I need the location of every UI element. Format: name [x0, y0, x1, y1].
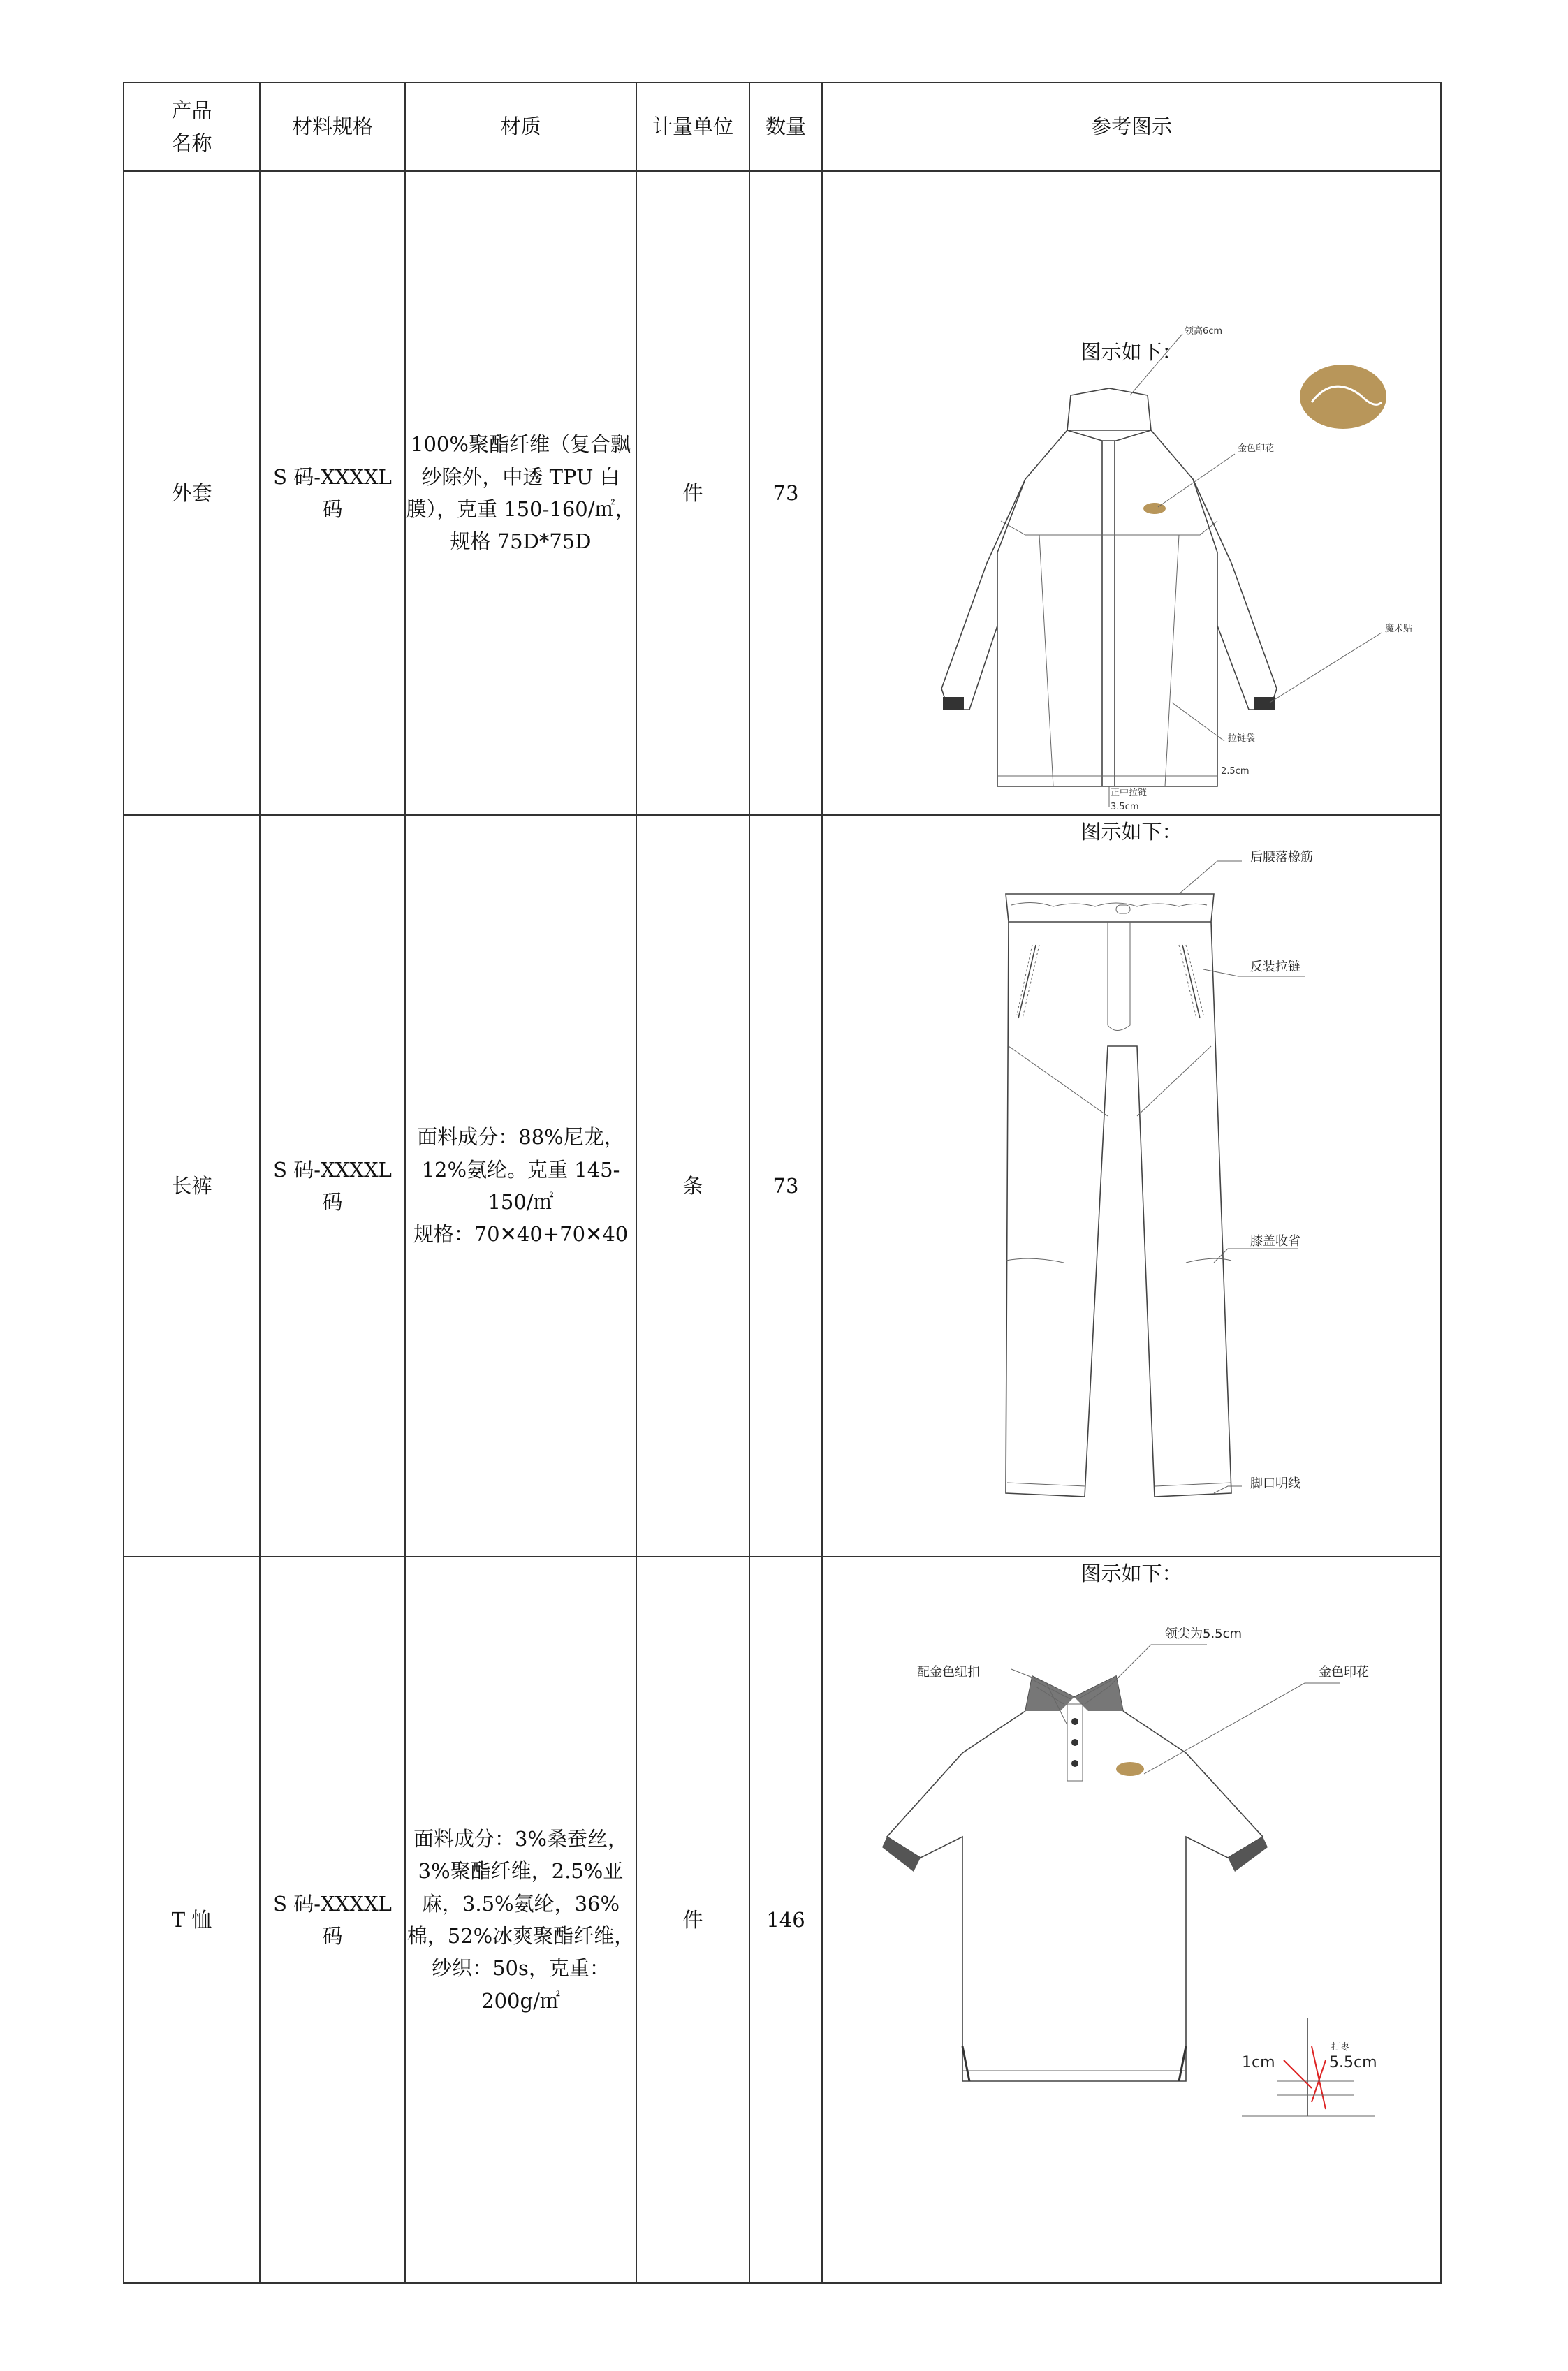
header-reference: 参考图示: [822, 82, 1441, 171]
label-print: 金色印花: [1319, 1665, 1369, 1680]
label-collar: 领尖为5.5cm: [1165, 1627, 1243, 1641]
label-hem: 2.5cm: [1221, 766, 1250, 777]
label-pocket: 拉链袋: [1228, 733, 1256, 744]
reference-cell: [822, 1557, 1441, 2283]
pants-illustration: [823, 816, 1442, 1556]
header-spec: 材料规格: [260, 82, 405, 171]
label-zipper: 反装拉链: [1250, 960, 1300, 974]
material-cell: 面料成分：3%桑蚕丝，3%聚酯纤维，2.5%亚麻，3.5%氨纶，36%棉，52%冰爽聚酯纤维，纱织：50s，克重：200g/㎡: [405, 1557, 636, 2283]
reference-cell: [822, 171, 1441, 815]
jacket-illustration: [823, 172, 1442, 814]
unit-cell: 件: [636, 1557, 749, 2283]
caption: 图示如下：: [1080, 1562, 1182, 1585]
quantity-cell: 146: [749, 1557, 822, 2283]
label-collar: 领高6cm: [1185, 326, 1223, 337]
product-name: T 恤: [124, 1557, 260, 2283]
table-row: [124, 815, 1441, 1557]
quantity-cell: 73: [749, 815, 822, 1557]
header-material: 材质: [405, 82, 636, 171]
spec-cell: S 码-XXXXL 码: [260, 171, 405, 815]
header-unit: 计量单位: [636, 82, 749, 171]
label-bartack: 打枣: [1331, 2042, 1350, 2053]
label-slit-left: 1cm: [1242, 2054, 1275, 2071]
label-waist: 后腰落橡筋: [1250, 850, 1313, 865]
table-row: [124, 1557, 1441, 2283]
caption: 图示如下：: [1080, 820, 1182, 844]
quantity-cell: 73: [749, 171, 822, 815]
label-zipper: 正中拉链: [1111, 788, 1148, 798]
product-name: 外套: [124, 171, 260, 815]
header-row: [124, 82, 1441, 171]
header-product-name: 产品 名称: [124, 82, 260, 171]
spec-table: [123, 82, 1442, 2284]
header-quantity: 数量: [749, 82, 822, 171]
label-print: 金色印花: [1238, 443, 1275, 454]
table-row: [124, 171, 1441, 815]
label-zipper-width: 3.5cm: [1111, 802, 1139, 812]
reference-cell: [822, 815, 1441, 1557]
unit-cell: 条: [636, 815, 749, 1557]
tshirt-illustration: [823, 1557, 1442, 2282]
label-hem: 脚口明线: [1250, 1476, 1300, 1491]
spec-cell: S 码-XXXXL 码: [260, 815, 405, 1557]
unit-cell: 件: [636, 171, 749, 815]
label-knee: 膝盖收省: [1250, 1234, 1300, 1249]
material-cell: 100%聚酯纤维（复合飘纱除外，中透 TPU 白膜），克重 150-160/㎡，规格 75D*75D: [405, 171, 636, 815]
label-velcro: 魔术贴: [1385, 624, 1413, 634]
caption: 图示如下：: [1080, 340, 1182, 364]
gold-print-icon: [1116, 1762, 1144, 1776]
spec-cell: S 码-XXXXL 码: [260, 1557, 405, 2283]
gold-print-icon: [1300, 365, 1386, 429]
label-slit-right: 5.5cm: [1329, 2054, 1377, 2071]
material-cell: 面料成分：88%尼龙，12%氨纶。克重 145-150/㎡ 规格：70✕40+70✕40: [405, 815, 636, 1557]
label-button: 配金色纽扣: [917, 1665, 980, 1680]
product-name: 长裤: [124, 815, 260, 1557]
